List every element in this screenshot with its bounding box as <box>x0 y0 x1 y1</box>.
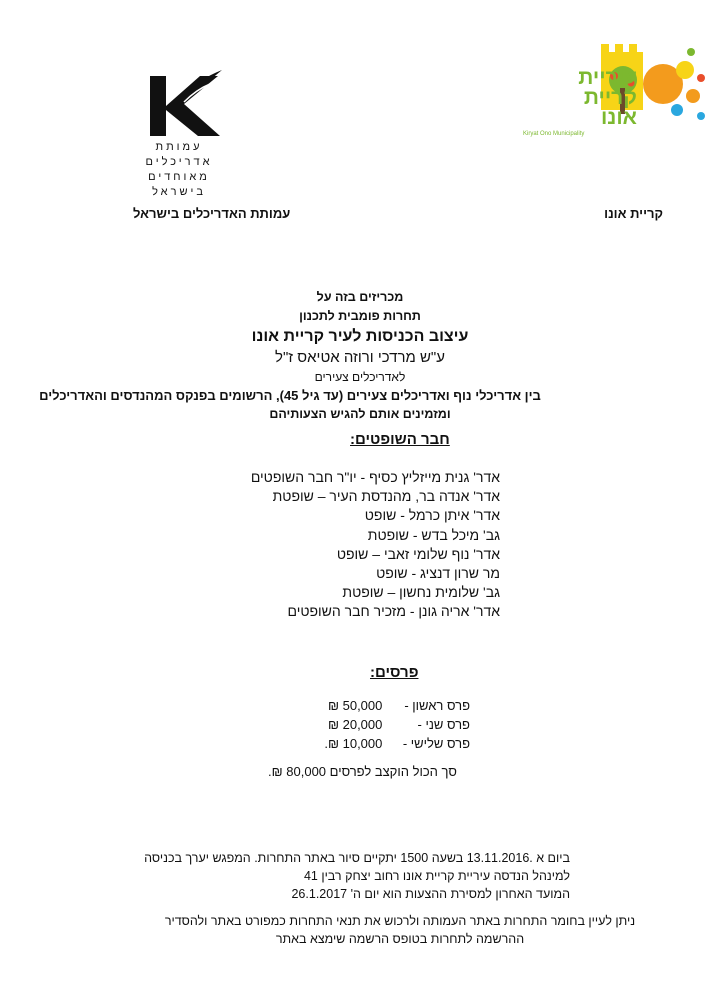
judge-item: אדר' איתן כרמל - שופט <box>364 507 500 524</box>
judge-item: גב' מיכל בדש - שופטת <box>367 526 500 543</box>
registration-info <box>120 912 680 948</box>
kiryat-ono-logo-line1: עיריית <box>578 66 637 89</box>
kiryat-ono-logo-line2: קריית אונו <box>583 86 637 129</box>
prize-label: פרס שלישי - <box>402 736 470 751</box>
prizes-total-budget: סך הכול הוקצב לפרסים 80,000 ₪. <box>268 764 457 779</box>
competition-announcement <box>39 288 590 424</box>
site-tour-info <box>144 849 570 903</box>
judges-section-title: חבר השופטים: <box>350 431 450 448</box>
prizes-section-title: פרסים: <box>370 664 419 681</box>
prize-row-second <box>290 715 470 734</box>
announcement-audience: לאדריכלים צעירים <box>314 370 406 384</box>
architects-logo-line3: מאוחדים <box>148 171 210 183</box>
announcement-line-1: מכריזים בזה על <box>316 290 404 304</box>
judges-list <box>170 468 500 622</box>
header-architects-association: עמותת האדריכלים בישראל <box>133 206 291 221</box>
architects-association-logo <box>140 66 230 196</box>
announcement-invitation: ומזמינים אותם להגיש הצעותיהם <box>269 407 451 421</box>
competition-dedication: ע"ש מרדכי ורוזה אטיאס ז"ל <box>275 349 445 366</box>
prize-row-third <box>290 734 470 753</box>
judge-item: אדר' אריה גונן - מזכיר חבר השופטים <box>287 603 500 620</box>
architects-logo-text <box>140 140 218 200</box>
judge-item: מר שרון דנציג - שופט <box>376 565 500 582</box>
prize-amount: 20,000 ₪ <box>327 717 383 732</box>
judge-item: אדר' אנדה בר, מהנדסת העיר – שופטת <box>272 488 500 505</box>
prize-amount: 10,000 ₪. <box>324 736 383 751</box>
site-tour-line-1: ביום א .13.11.2016 בשעה 1500 יתקיים סיור באתר התחרות. המפגש יערך בכניסה <box>144 851 570 865</box>
kiryat-ono-logo-english: Kiryat Ono Municipality <box>523 131 585 137</box>
submission-deadline: המועד האחרון למסירת ההצעות הוא יום ה' 26.1.2017 <box>291 887 570 901</box>
announcement-line-2: תחרות פומבית לתכנון <box>299 309 421 323</box>
header-kiryat-ono: קריית אונו <box>604 206 663 221</box>
kiryat-ono-logo <box>515 40 705 135</box>
judge-item: אדר' נוף שלומי זאבי – שופט <box>336 545 500 562</box>
architects-logo-line4: בישראל <box>152 186 206 198</box>
prize-label: פרס ראשון - <box>404 698 470 713</box>
architects-k-emblem-icon <box>140 66 230 138</box>
prize-label: פרס שני - <box>417 717 470 732</box>
announcement-eligibility: בין אדריכלי נוף ואדריכלים צעירים (עד גיל 45), הרשומים בפנקס המהנדסים והאדריכלים <box>39 388 541 403</box>
prizes-list <box>290 696 470 753</box>
registration-info-line-2: ההרשמה לתחרות בטופס הרשמה שימצא באתר <box>275 932 525 946</box>
architects-logo-line1: עמותת <box>155 141 203 153</box>
judge-item: גב' שלומית נחשון – שופטת <box>342 584 500 601</box>
kiryat-ono-logo-text <box>557 68 637 128</box>
prize-row-first <box>290 696 470 715</box>
architects-logo-line2: אדריכלים <box>145 156 213 168</box>
prize-amount: 50,000 ₪ <box>327 698 383 713</box>
site-tour-line-2: למינהל הנדסה עיריית קריית אונו רחוב יצחק רבין 41 <box>303 869 570 883</box>
competition-title: עיצוב הכניסות לעיר קריית אונו <box>251 328 469 345</box>
judge-item: אדר' גנית מייזליץ כסיף - יו"ר חבר השופטים <box>250 469 500 485</box>
registration-info-line-1: ניתן לעיין בחומר התחרות באתר העמותה ולרכוש את תנאי התחרות כמפורט באתר ולהסדיר <box>164 914 636 928</box>
